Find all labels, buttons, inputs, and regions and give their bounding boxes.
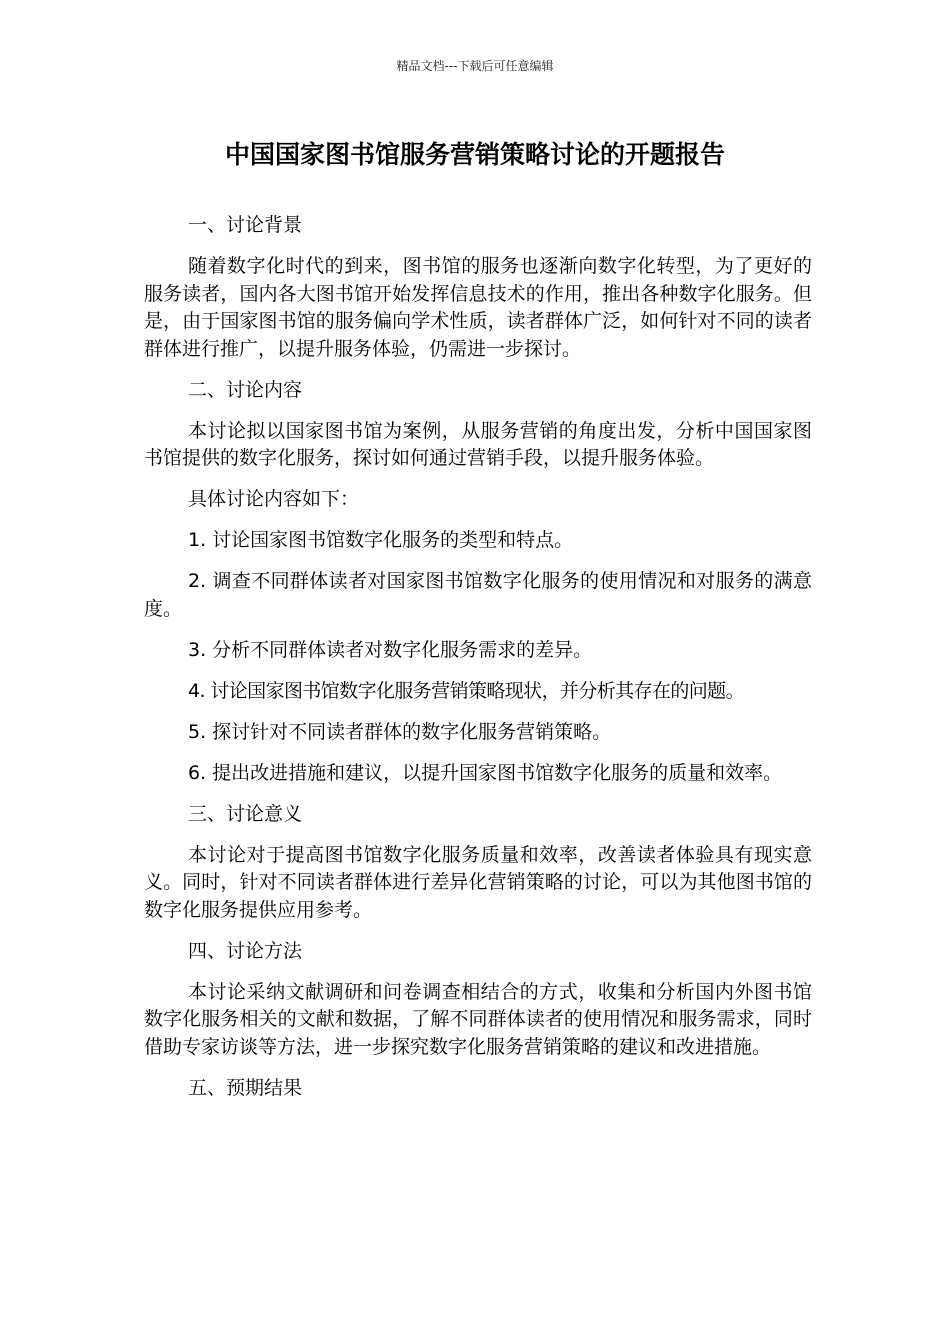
list-item: 6. 提出改进措施和建议，以提升国家图书馆数字化服务的质量和效率。	[188, 761, 783, 784]
paragraph-background: 随着数字化时代的到来，图书馆的服务也逐渐向数字化转型，为了更好的服务读者，国内各大图书馆开始发挥信息技术的作用，推出各种数字化服务。但是，由于国家图书馆的服务偏向学术性质，读者群体广泛，如何针对不同的读者群体进行推广，以提升服务体验，仍需进一步探讨。	[144, 255, 812, 360]
section-heading-significance: 三、讨论意义	[188, 802, 303, 825]
section-heading-method: 四、讨论方法	[188, 939, 303, 962]
document-body	[144, 212, 812, 1116]
list-item: 4. 讨论国家图书馆数字化服务营销策略现状，并分析其存在的问题。	[188, 679, 744, 702]
paragraph-significance: 本讨论对于提高图书馆数字化服务质量和效率，改善读者体验具有现实意义。同时，针对不同读者群体进行差异化营销策略的讨论，可以为其他图书馆的数字化服务提供应用参考。	[144, 843, 812, 921]
list-item: 2. 调查不同群体读者对国家图书馆数字化服务的使用情况和对服务的满意度。	[144, 570, 812, 620]
list-item: 1. 讨论国家图书馆数字化服务的类型和特点。	[188, 529, 574, 551]
section-heading-content: 二、讨论内容	[188, 378, 303, 401]
header-note: 精品文档---下载后可任意编辑	[396, 59, 554, 73]
paragraph-content-intro: 具体讨论内容如下：	[188, 488, 360, 510]
section-heading-results: 五、预期结果	[188, 1076, 303, 1099]
section-heading-background: 一、讨论背景	[188, 214, 303, 236]
list-item: 3. 分析不同群体读者对数字化服务需求的差异。	[188, 638, 593, 661]
paragraph-method: 本讨论采纳文献调研和问卷调查相结合的方式，收集和分析国内外图书馆数字化服务相关的文献和数据，了解不同群体读者的使用情况和服务需求，同时借助专家访谈等方法，进一步探究数字化服务营销策略的建议和改进措施。	[144, 980, 812, 1058]
document-title: 中国国家图书馆服务营销策略讨论的开题报告	[224, 140, 725, 169]
paragraph-content: 本讨论拟以国家图书馆为案例，从服务营销的角度出发，分析中国国家图书馆提供的数字化服务，探讨如何通过营销手段，以提升服务体验。	[144, 419, 812, 469]
list-item: 5. 探讨针对不同读者群体的数字化服务营销策略。	[188, 720, 612, 743]
